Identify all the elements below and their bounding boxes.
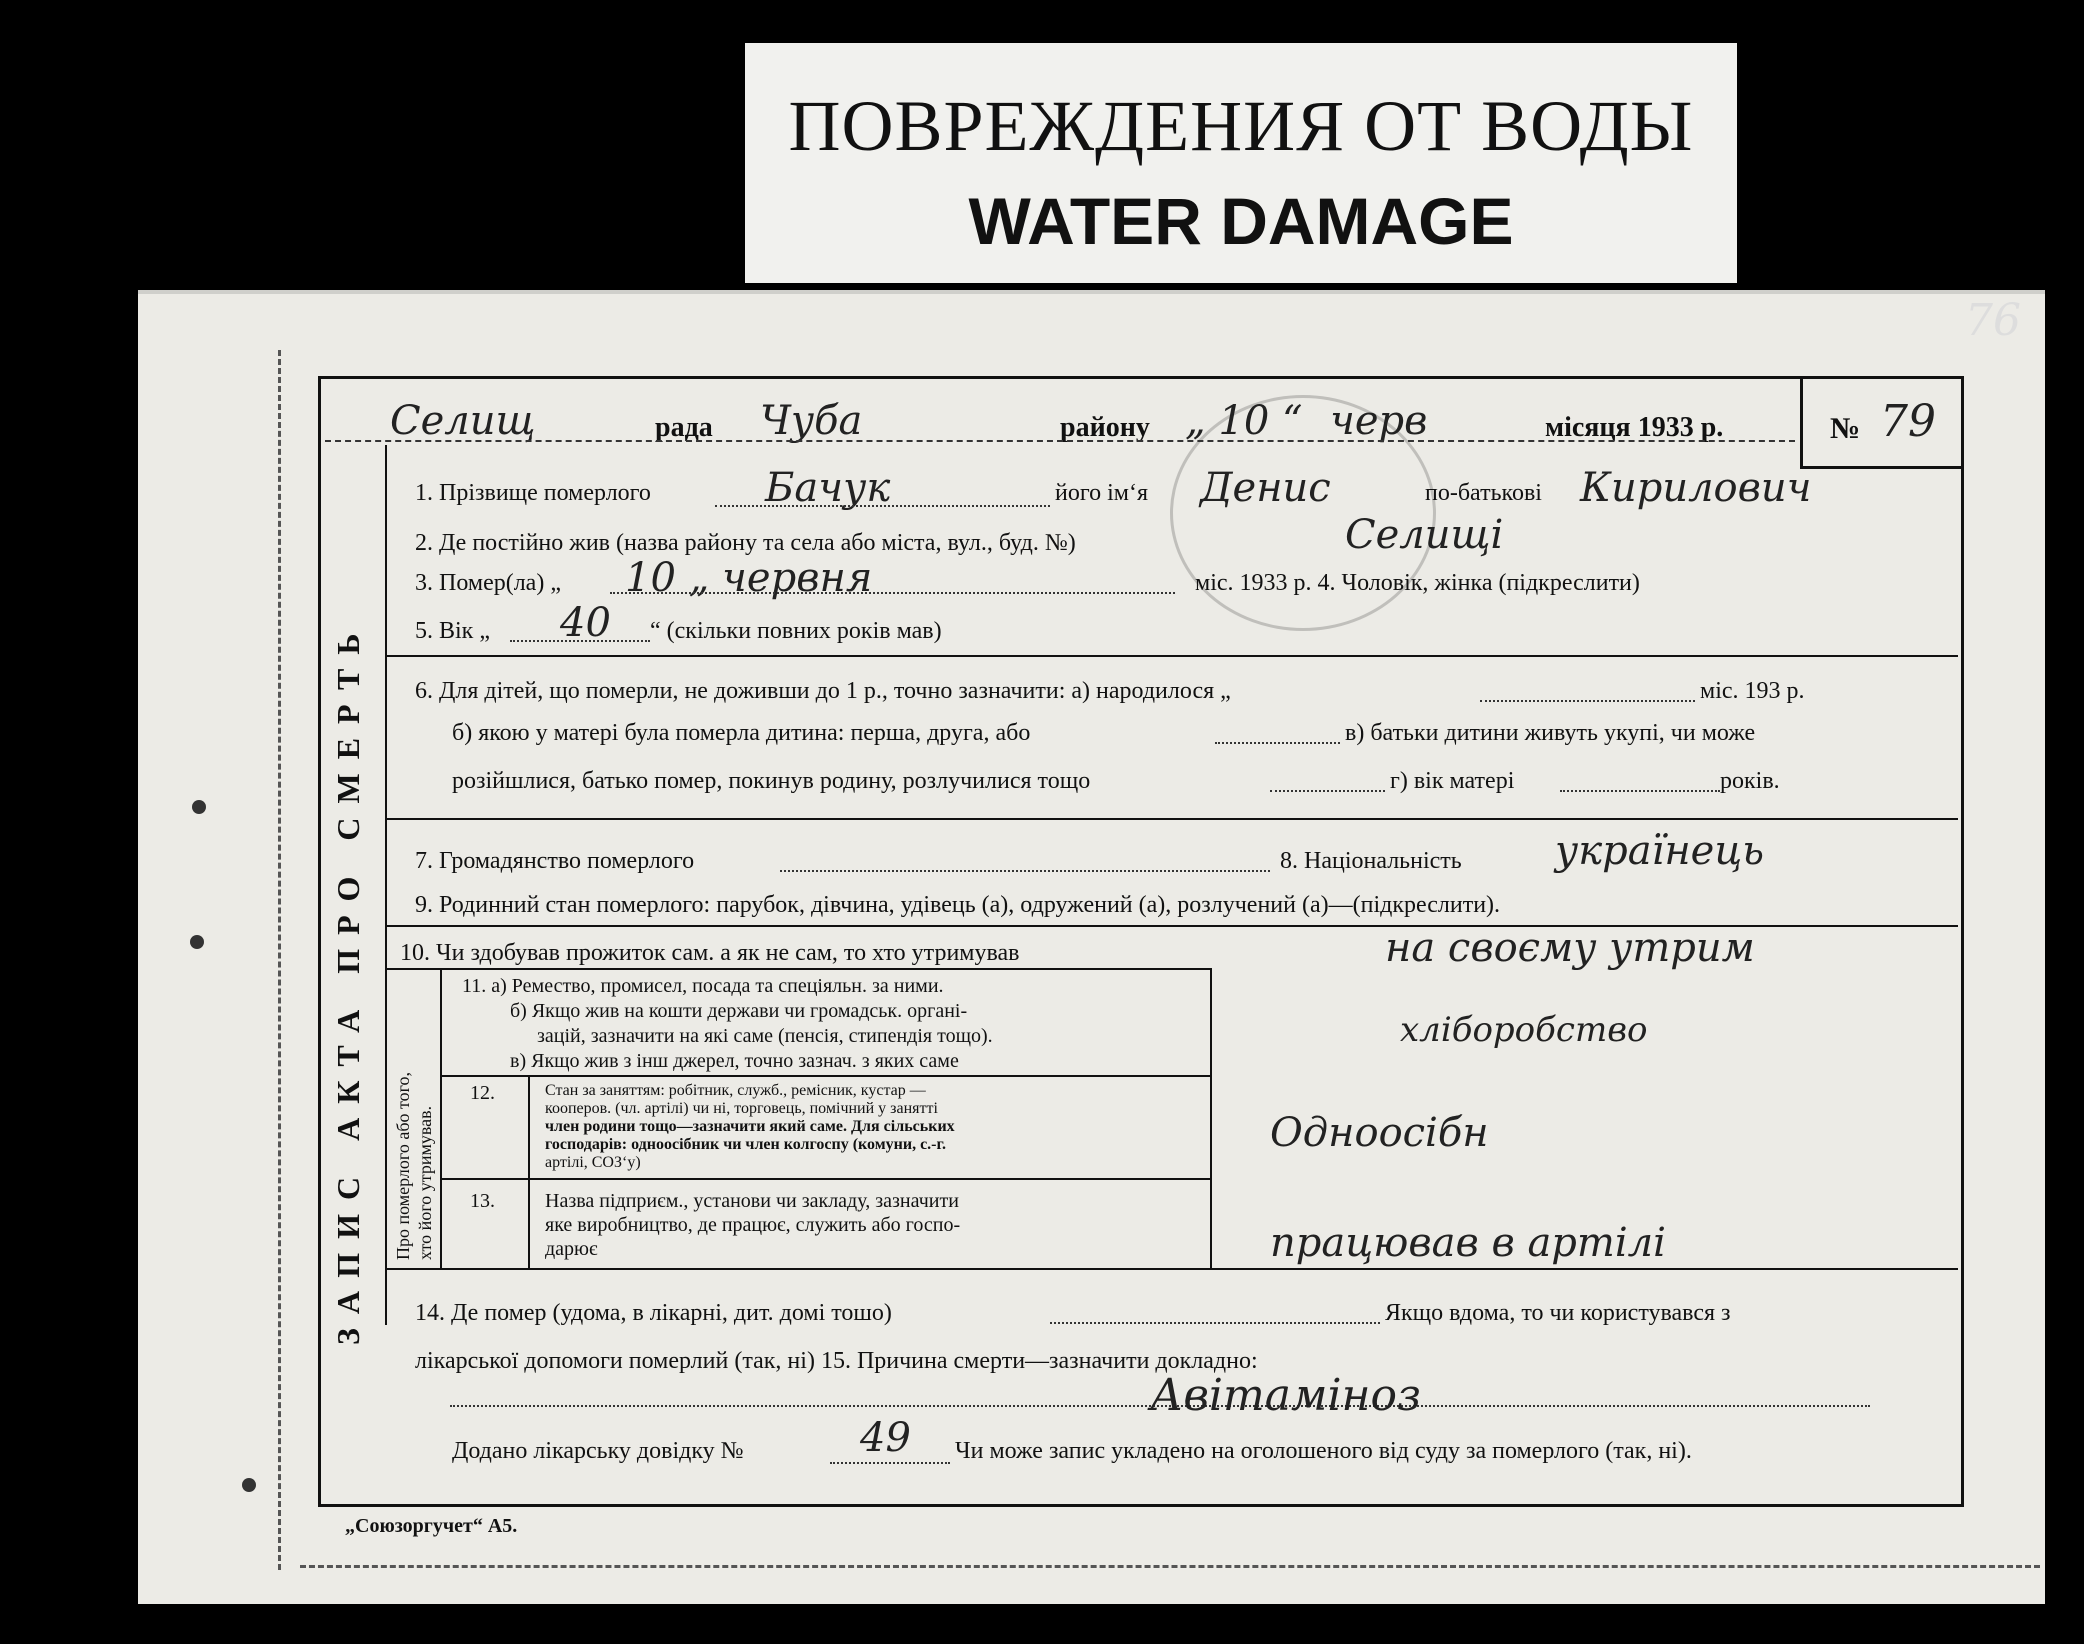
line-10-label: 10. Чи здобував прожиток сам. а як не сам, то хто утримував <box>400 940 1020 966</box>
banner-english: WATER DAMAGE <box>968 184 1514 258</box>
district-handwritten: Чуба <box>760 398 863 444</box>
line-11b-2: зацій, зазначити на які саме (пенсія, стипендія тощо). <box>537 1025 993 1047</box>
punch-hole <box>190 935 204 949</box>
dotted-line <box>1215 742 1340 744</box>
line-11c: в) Якщо жив з інш джерел, точно зазнач. з яких саме <box>510 1050 959 1072</box>
dotted-line <box>1270 790 1385 792</box>
divider <box>385 818 1958 820</box>
line-5-suffix: “ (скільки повних років мав) <box>650 618 942 644</box>
table-divider <box>440 968 442 1268</box>
dotted-line <box>610 592 1175 594</box>
line-16-suffix: Чи може запис укладено на оголошеного від суду за померлого (так, ні). <box>955 1438 1692 1464</box>
dotted-line <box>1560 790 1720 792</box>
divider <box>385 655 1958 657</box>
side-title <box>330 1305 367 1345</box>
archive-page-number: 76 <box>1965 295 2021 346</box>
dotted-line <box>715 505 1050 507</box>
month-year-label: місяця 1933 р. <box>1545 412 1724 443</box>
line-13-1: Назва підприєм., установи чи закладу, зазначити <box>545 1190 959 1212</box>
line-12-4: господарів: одноосібник чи член колгоспу (комуни, с.-г. <box>545 1136 946 1153</box>
line-9: 9. Родинний стан померлого: парубок, дівчина, удівець (а), одружений (а), розлучений (а)—(підкреслити). <box>415 892 1501 918</box>
line-3-suffix: міс. 1933 р. 4. Чоловік, жінка (підкреслити) <box>1195 570 1640 596</box>
dotted-line <box>780 870 1270 872</box>
line-1-label: 1. Прізвище померлого <box>415 480 651 506</box>
side-column-divider <box>385 445 387 1325</box>
water-damage-banner <box>745 43 1737 283</box>
line-16-label: Додано лікарську довідку № <box>452 1438 744 1464</box>
perforation-left <box>278 350 281 1570</box>
status-handwritten: Одноосібн <box>1270 1110 1489 1156</box>
number-label: № <box>1830 412 1861 445</box>
printer-imprint: „Союзоргучет“ А5. <box>345 1515 518 1537</box>
residence-handwritten: Селищі <box>1345 512 1504 558</box>
line-2-label: 2. Де постійно жив (назва району та села або міста, вул., буд. №) <box>415 530 1076 556</box>
age-handwritten: 40 <box>560 600 611 646</box>
village-handwritten: Селищ <box>390 398 536 444</box>
dotted-line <box>1480 700 1695 702</box>
line-6c-suffix: років. <box>1720 768 1780 794</box>
line-13-2: яке виробництво, де працює, служить або госпо- <box>545 1214 961 1236</box>
side-sub-line-2: хто його утримував. <box>415 1105 435 1260</box>
raion-label: району <box>1060 412 1150 443</box>
line-14-label: 14. Де помер (удома, в лікарні, дит. домі тошо) <box>415 1300 892 1326</box>
month-handwritten: черв <box>1330 398 1428 444</box>
line-6c: розійшлися, батько помер, покинув родину, розлучилися тощо <box>452 768 1091 794</box>
divider <box>385 1268 1958 1270</box>
line-6a: 6. Для дітей, що померли, не доживши до 1 р., точно зазначити: а) народилося „ <box>415 678 1231 704</box>
perforation-bottom <box>300 1565 2040 1568</box>
patronymic-label: по-батькові <box>1425 480 1542 506</box>
given-name-handwritten: Денис <box>1200 465 1331 511</box>
death-date-handwritten: 10 „ червня <box>625 555 873 601</box>
workplace-handwritten: працював в артілі <box>1270 1220 1666 1266</box>
punch-hole <box>242 1478 256 1492</box>
divider <box>385 968 1210 970</box>
occupation-handwritten: хліборобство <box>1400 1010 1648 1050</box>
line-6b-suffix: в) батьки дитини живуть укупі, чи може <box>1345 720 1756 746</box>
line-3-label: 3. Помер(ла) „ <box>415 570 561 596</box>
line-12-1: Стан за заняттям: робітник, служб., ремісник, кустар — <box>545 1082 926 1099</box>
record-number-handwritten: 79 <box>1880 396 1936 447</box>
table-divider <box>1210 968 1212 1268</box>
table-divider <box>528 1075 530 1268</box>
divider <box>440 1178 1210 1180</box>
line-6c-middle: г) вік матері <box>1390 768 1515 794</box>
line-11a: 11. а) Ремество, промисел, посада та спеціяльн. за ними. <box>462 975 944 997</box>
patronymic-handwritten: Кирилович <box>1580 465 1812 511</box>
dotted-line <box>830 1462 950 1464</box>
line-15-label: лікарської допомоги померлий (так, ні) 15. Причина смерти—зазначити докладно: <box>415 1348 1258 1374</box>
cause-of-death-handwritten: Авітаміноз <box>1150 1370 1421 1421</box>
line-6a-suffix: міс. 193 р. <box>1700 678 1805 704</box>
line-8-label: 8. Національність <box>1280 848 1462 874</box>
side-sub-line-1: Про померлого або того, <box>393 1071 413 1260</box>
line-12-5: артілі, СОЗ‘у) <box>545 1154 641 1171</box>
dotted-line <box>510 640 650 642</box>
line-6b: б) якою у матері була померла дитина: перша, друга, або <box>452 720 1031 746</box>
line-11b-1: б) Якщо жив на кошти держави чи громадськ. органі- <box>510 1000 968 1022</box>
header-dotted-line <box>325 440 1795 442</box>
line-12-3: член родини тощо—зазначити який саме. Для сільських <box>545 1118 955 1135</box>
day-handwritten: „ 10 “ <box>1185 398 1303 444</box>
surname-handwritten: Бачук <box>765 465 891 511</box>
divider <box>440 1075 1210 1077</box>
banner-russian: ПОВРЕЖДЕНИЯ ОТ ВОДЫ <box>788 86 1694 166</box>
line-12-num: 12. <box>470 1082 495 1104</box>
nationality-handwritten: українець <box>1555 828 1765 874</box>
punch-hole <box>192 800 206 814</box>
line-7-label: 7. Громадянство померлого <box>415 848 695 874</box>
line-13-num: 13. <box>470 1190 495 1212</box>
subsection-side-label <box>392 1072 436 1260</box>
line-13-3: дарює <box>545 1238 598 1260</box>
line-12-2: кооперов. (чл. артілі) чи ні, торговець, помічний у занятті <box>545 1100 938 1117</box>
rada-label: рада <box>655 412 713 443</box>
dotted-line <box>1050 1322 1380 1324</box>
given-name-label: його ім‘я <box>1055 480 1148 506</box>
line-5-label: 5. Вік „ <box>415 618 490 644</box>
certificate-number-handwritten: 49 <box>860 1415 911 1461</box>
line-14-suffix: Якщо вдома, то чи користувався з <box>1385 1300 1731 1326</box>
support-handwritten: на своєму утрим <box>1385 925 1755 971</box>
